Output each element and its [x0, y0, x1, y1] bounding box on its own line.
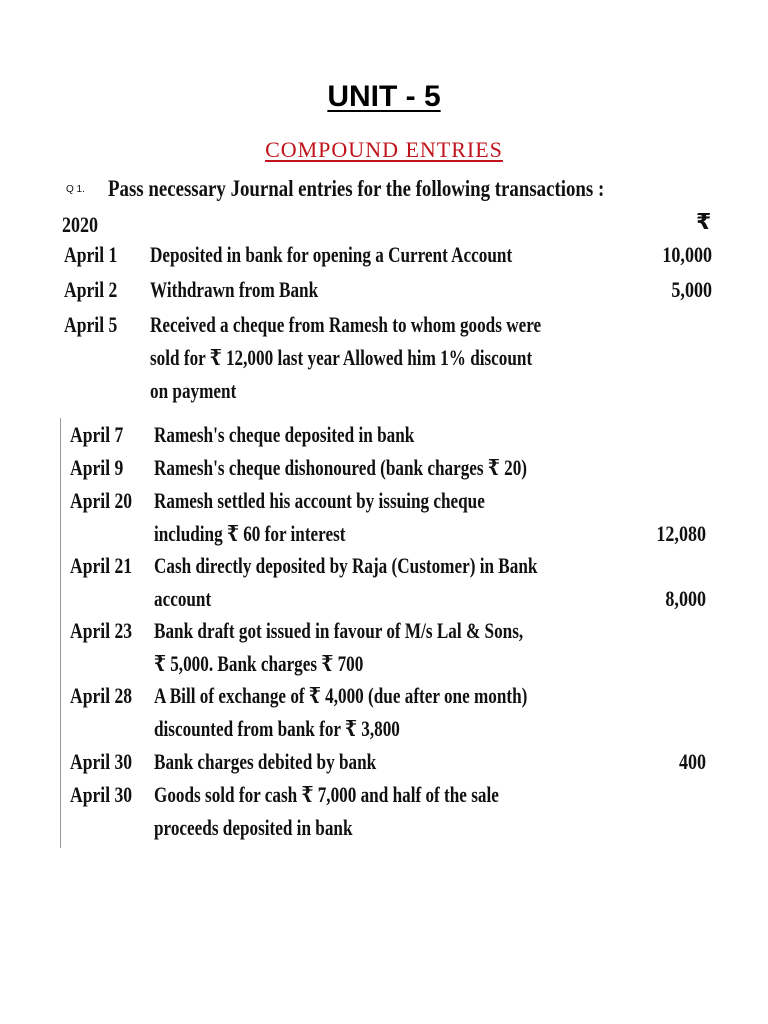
question-text: Pass necessary Journal entries for the following transactions : — [108, 176, 605, 201]
transaction-description-line: A Bill of exchange of ₹ 4,000 (due after one month) — [154, 683, 528, 708]
transaction-description-line: sold for ₹ 12,000 last year Allowed him 1% discount — [150, 345, 533, 370]
transaction-date: April 2 — [64, 277, 118, 302]
scan-margin-line — [60, 418, 61, 848]
transaction-description — [150, 273, 318, 306]
transaction-description — [154, 778, 499, 844]
transaction-date: April 30 — [70, 749, 133, 774]
transaction-description — [154, 614, 523, 680]
transaction-description-line: Deposited in bank for opening a Current Account — [150, 242, 513, 267]
transaction-description-line: Goods sold for cash ₹ 7,000 and half of the sale — [154, 782, 499, 807]
transaction-description-line: including ₹ 60 for interest — [154, 521, 346, 546]
unit-title: UNIT - 5 — [327, 80, 441, 113]
transaction-description — [154, 418, 414, 451]
transaction-description-line: ₹ 5,000. Bank charges ₹ 700 — [154, 651, 364, 676]
transaction-date: April 20 — [70, 488, 133, 513]
transaction-description-line: on payment — [150, 378, 237, 403]
transaction-date: April 28 — [70, 683, 133, 708]
transaction-amount: 400 — [678, 749, 706, 774]
transaction-amount: 8,000 — [665, 586, 706, 611]
transaction-amount: 12,080 — [656, 521, 706, 546]
transaction-amount: 5,000 — [671, 277, 712, 302]
transaction-description — [154, 549, 537, 615]
transaction-description — [154, 451, 527, 484]
section-subtitle: COMPOUND ENTRIES — [265, 137, 503, 162]
transaction-date: April 30 — [70, 782, 133, 807]
transaction-description — [154, 745, 376, 778]
transaction-date: April 7 — [70, 422, 124, 447]
question-label: Q 1. — [66, 184, 85, 195]
transaction-description-line: Bank charges debited by bank — [154, 749, 377, 774]
transaction-description-line: Ramesh settled his account by issuing cheque — [154, 488, 485, 513]
transaction-description-line: discounted from bank for ₹ 3,800 — [154, 716, 400, 741]
transaction-description — [150, 308, 541, 407]
transaction-description-line: Ramesh's cheque deposited in bank — [154, 422, 415, 447]
rupee-column-heading: ₹ — [696, 210, 712, 235]
transaction-date: April 23 — [70, 618, 133, 643]
transaction-amount: 10,000 — [662, 242, 712, 267]
transaction-description — [154, 679, 527, 745]
transaction-description-line: Ramesh's cheque dishonoured (bank charges ₹ 20) — [154, 455, 527, 480]
transaction-date: April 1 — [64, 242, 118, 267]
transaction-description-line: Withdrawn from Bank — [150, 277, 319, 302]
transaction-date: April 21 — [70, 553, 133, 578]
transaction-description-line: Received a cheque from Ramesh to whom goods were — [150, 312, 542, 337]
transaction-description-line: proceeds deposited in bank — [154, 815, 353, 840]
transaction-description — [154, 484, 485, 550]
transaction-description — [150, 238, 512, 271]
transaction-description-line: Cash directly deposited by Raja (Customer) in Bank — [154, 553, 538, 578]
transaction-description-line: Bank draft got issued in favour of M/s Lal & Sons, — [154, 618, 524, 643]
year-heading: 2020 — [62, 212, 99, 237]
transaction-description-line: account — [154, 586, 212, 611]
transaction-date: April 5 — [64, 312, 118, 337]
transaction-date: April 9 — [70, 455, 124, 480]
